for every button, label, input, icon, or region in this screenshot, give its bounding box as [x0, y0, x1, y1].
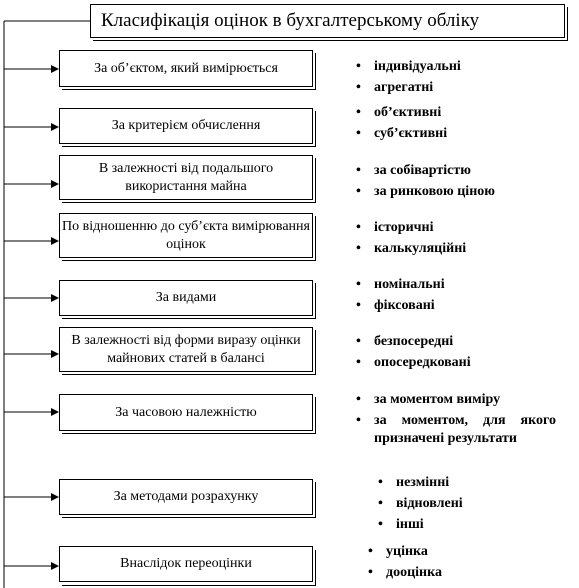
bullet-icon: • [356, 184, 361, 199]
list-item: • калькуляційні [356, 241, 467, 256]
bullet-icon: • [356, 413, 361, 428]
category-items-usage [356, 162, 556, 204]
list-item: • відновлені [378, 496, 463, 511]
category-box-revaluation: Внаслідок переоцінки [59, 546, 313, 582]
category-items-revaluation [368, 543, 548, 585]
bullet-icon: • [356, 355, 361, 370]
bullet-icon: • [356, 163, 361, 178]
list-item: • індивідуальні [356, 59, 461, 74]
bullet-icon: • [356, 220, 361, 235]
list-item: • опосередковані [356, 355, 471, 370]
category-items-subject [356, 219, 556, 261]
bullet-icon: • [356, 334, 361, 349]
list-item: • за моментом виміру [356, 392, 501, 407]
list-item: • інші [378, 517, 424, 532]
bullet-icon: • [356, 298, 361, 313]
diagram-title: Класифікація оцінок в бухгалтерському обліку [90, 4, 565, 38]
bullet-icon: • [356, 277, 361, 292]
category-box-object: За об’єктом, який вимірюється [59, 50, 313, 87]
bullet-icon: • [378, 496, 383, 511]
category-box-balance: В залежності від форми виразу оцінки майнових статей в балансі [59, 327, 313, 372]
bullet-icon: • [356, 105, 361, 120]
bullet-icon: • [356, 392, 361, 407]
category-items-criterion [356, 104, 556, 146]
category-box-calculation: За методами розрахунку [59, 479, 313, 515]
category-box-criterion: За критерієм обчислення [59, 108, 313, 144]
category-items-time [356, 391, 556, 451]
list-item: • історичні [356, 220, 434, 235]
bullet-icon: • [356, 241, 361, 256]
list-item: • суб’єктивні [356, 126, 448, 141]
list-item: • номінальні [356, 277, 445, 292]
bullet-icon: • [356, 80, 361, 95]
category-items-balance [356, 333, 556, 375]
list-item: • агрегатні [356, 80, 434, 95]
list-item: • за ринковою ціною [356, 184, 495, 199]
bullet-icon: • [368, 565, 373, 580]
list-item: • безпосередні [356, 334, 454, 349]
list-item: • фіксовані [356, 298, 435, 313]
list-item: • за моментом, для якого призначені результати [356, 413, 556, 446]
bullet-icon: • [356, 126, 361, 141]
bullet-icon: • [356, 59, 361, 74]
category-items-calculation [378, 474, 558, 537]
list-item: • уцінка [368, 544, 428, 559]
list-item: • незмінні [378, 475, 450, 490]
bullet-icon: • [378, 475, 383, 490]
bullet-icon: • [378, 517, 383, 532]
category-box-subject: По відношенню до суб’єкта вимірювання оцінок [59, 213, 313, 258]
bullet-icon: • [368, 544, 373, 559]
category-items-types [356, 276, 556, 318]
category-box-usage: В залежності від подальшого використання майна [59, 155, 313, 200]
list-item: • об’єктивні [356, 105, 442, 120]
list-item: • за собівартістю [356, 163, 471, 178]
category-box-time: За часовою належністю [59, 394, 313, 431]
list-item: • дооцінка [368, 565, 442, 580]
category-box-types: За видами [59, 280, 313, 316]
category-items-object [356, 58, 556, 100]
